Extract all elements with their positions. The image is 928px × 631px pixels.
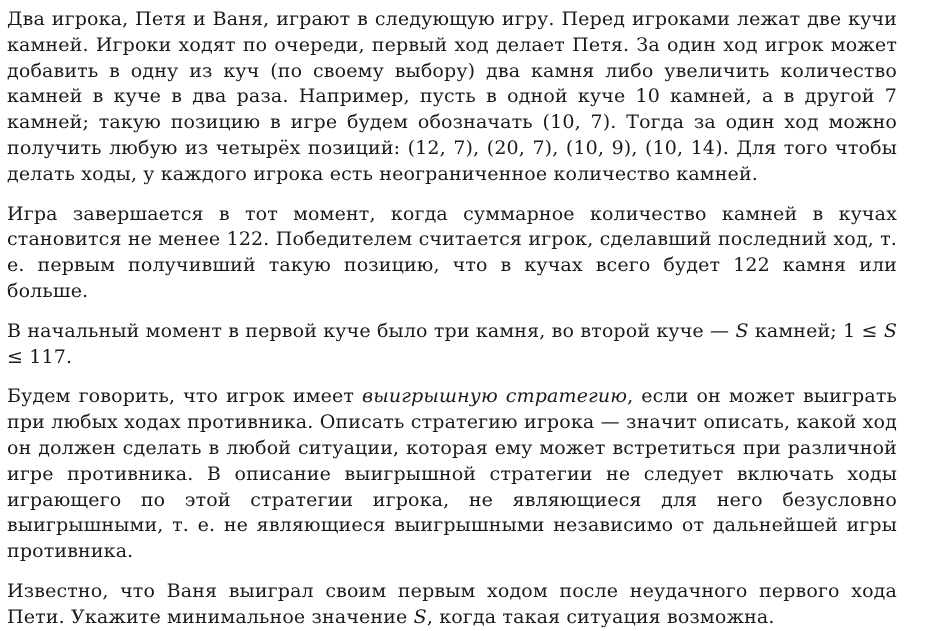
paragraph-initial-state bbox=[7, 319, 897, 371]
strategy-text-2: , если он может выиграть при любых ходах противника. Описать стратегию игрока — значит описать, какой ход он должен сделать в любой ситуации, которая ему может встретиться при различной игре противника. В описание выигрышной стратегии не следует включать ходы играющего по этой стратегии игрока, не являющиеся для него безусловно выигрышными, т. е. не являющиеся выигрышными независимо от дальнейшей игры противника. bbox=[7, 385, 897, 563]
question-text-1: Известно, что Ваня выиграл своим первым ходом после неудачного первого хода Пети. Укажите минимальное значение bbox=[7, 579, 897, 628]
initial-state-text-2: камней; 1 ≤ bbox=[748, 319, 884, 342]
problem-text bbox=[7, 7, 897, 631]
paragraph-rules bbox=[7, 7, 897, 188]
variable-s: S bbox=[413, 605, 427, 628]
variable-s: S bbox=[735, 319, 749, 342]
term-winning-strategy: выигрышную стратегию bbox=[362, 385, 628, 408]
initial-state-text-3: ≤ 117. bbox=[7, 345, 73, 368]
strategy-text-1: Будем говорить, что игрок имеет bbox=[7, 385, 363, 408]
paragraph-rules-text: Два игрока, Петя и Ваня, играют в следующую игру. Перед игроками лежат две кучи камней. Игроки ходят по очереди, первый ход делает Петя. За один ход игрок может добавить в одну из куч (по своему выбору) два камня либо увеличить количество камней в куче в два раза. Например, пусть в одной куче 10 камней, а в другой 7 камней; такую позицию в игре будем обозначать (10, 7). Тогда за один ход можно получить любую из четырёх позиций: (12, 7), (20, 7), (10, 9), (10, 14). Для того чтобы делать ходы, у каждого игрока есть неограниченное количество камней. bbox=[7, 8, 897, 185]
paragraph-end-condition bbox=[7, 202, 897, 305]
paragraph-end-condition-text: Игра завершается в тот момент, когда суммарное количество камней в кучах становится не менее 122. Победителем считается игрок, сделавший последний ход, т. е. первым получивший такую позицию, что в кучах всего будет 122 камня или больше. bbox=[7, 202, 897, 302]
variable-s: S bbox=[883, 319, 897, 342]
paragraph-question bbox=[7, 579, 897, 631]
question-text-2: , когда такая ситуация возможна. bbox=[426, 605, 775, 628]
paragraph-winning-strategy bbox=[7, 384, 897, 565]
initial-state-text-1: В начальный момент в первой куче было три камня, во второй куче — bbox=[7, 319, 736, 342]
